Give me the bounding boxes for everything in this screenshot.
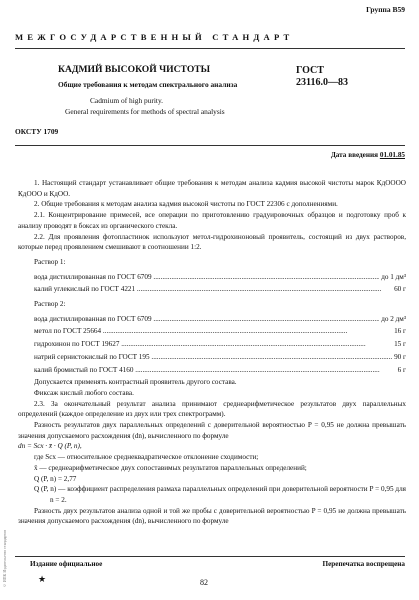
paragraph-1: 1. Настоящий стандарт устанавливает общие требования к методам анализа кадмия высокой чистоты марок КдОООО КдООО и КдОО. bbox=[18, 179, 406, 198]
paragraph-last: Разность двух результатов анализа одной и той же пробы с доверительной вероятностью P = 0,95 не должна превышать значения допускаемого расхождения (dn), вычисленного по формуле bbox=[18, 506, 406, 526]
reagent-row bbox=[18, 272, 406, 283]
paragraph-contrast: Допускается применять контрастный проявитель другого состава. bbox=[34, 378, 237, 387]
reagent-row bbox=[18, 352, 406, 363]
reagent-name: вода дистиллированная по ГОСТ 6709 ..... bbox=[34, 314, 379, 325]
paragraph-2-3: 2.3. За окончательный результат анализа принимают среднеарифметическое результатов двух параллельных определений (каждое определение из двух или трех спектрограмм). bbox=[18, 399, 406, 419]
effective-date bbox=[331, 151, 405, 159]
english-subtitle: General requirements for methods of spectral analysis bbox=[65, 107, 225, 116]
paragraph-fixer: Фиксаж кислый любого состава. bbox=[34, 388, 134, 397]
top-rule bbox=[15, 48, 405, 49]
effective-date-value: 01.01.85 bbox=[379, 151, 405, 159]
reagent-name: калий углекислый по ГОСТ 4221 ..... bbox=[34, 284, 392, 295]
reagent-qty: до 1 дм³ bbox=[381, 272, 406, 281]
oksty-code: ОКСТУ 1709 bbox=[15, 127, 59, 136]
side-imprint: © ИПК Издательство стандартов bbox=[2, 530, 7, 589]
reagent-row bbox=[18, 365, 406, 376]
where-line: Q (P, n) = 2,77 bbox=[34, 474, 77, 483]
reagent-name: гидрохинон по ГОСТ 19627 ..... bbox=[34, 339, 392, 350]
reagent-name: метол по ГОСТ 25664 ..... bbox=[34, 326, 392, 337]
where-line: Q (P, n) — коэффициент распределения размаха параллельных определений при доверительной вероятности P = 0,95 для n = 2. bbox=[34, 485, 406, 504]
paragraph-2-2: 2.2. Для проявления фотопластинок используют метол-гидрохиноновый проявитель, состоящий из двух растворов, которые перед проявлением смешивают в соотношении 1:2. bbox=[18, 232, 406, 252]
where-line: где Sсх — относительное среднеквадратическое отклонение сходимости; bbox=[34, 453, 259, 462]
reagent-row bbox=[18, 314, 406, 325]
solution-1-heading: Раствор 1: bbox=[34, 257, 66, 266]
reagent-qty: 90 г bbox=[394, 352, 406, 361]
reagent-qty: до 2 дм³ bbox=[381, 314, 406, 323]
reagent-row bbox=[18, 284, 406, 295]
bottom-rule bbox=[15, 556, 405, 557]
reagent-name: вода дистиллированная по ГОСТ 6709 ..... bbox=[34, 272, 379, 283]
document-subtitle: Общие требования к методам спектрального анализа bbox=[58, 80, 238, 89]
reagent-name: калий бромистый по ГОСТ 4160 ..... bbox=[34, 365, 396, 376]
paragraph-2-3-b: Разность результатов двух параллельных определений с доверительной вероятностью P = 0,95 не должна превышать значения допускаемого расхождения (dn), вычисленного по формуле bbox=[18, 421, 406, 440]
reagent-row bbox=[18, 326, 406, 337]
document-body bbox=[18, 178, 406, 527]
star-icon: ★ bbox=[38, 574, 47, 584]
formula: dn = Sсх · x̄ · Q (P, n), bbox=[18, 442, 82, 451]
reprint-notice: Перепечатка воспрещена bbox=[322, 560, 405, 568]
paragraph-2-1: 2.1. Концентрирование примесей, все операции по приготовлению градуировочных образцов и подготовку проб к анализу проводят в боксах из органического стекла. bbox=[18, 211, 406, 230]
reagent-qty: 60 г bbox=[394, 285, 406, 294]
gost-number bbox=[296, 65, 348, 89]
group-code: Группа В59 bbox=[366, 5, 405, 14]
reagent-row bbox=[18, 339, 406, 350]
gost-code: 23116.0—83 bbox=[296, 77, 348, 88]
english-title: Cadmium of high purity. bbox=[90, 96, 164, 105]
document-title: КАДМИЙ ВЫСОКОЙ ЧИСТОТЫ bbox=[58, 64, 211, 75]
reagent-qty: 6 г bbox=[397, 365, 406, 374]
effective-date-label: Дата введения bbox=[330, 151, 380, 159]
reagent-name: натрий сернистокислый по ГОСТ 195 ..... bbox=[34, 352, 392, 363]
where-line: x̄ — среднеарифметическое двух сопоставимых результатов параллельных определений; bbox=[34, 463, 307, 472]
page-number: 82 bbox=[200, 578, 208, 587]
middle-rule bbox=[15, 145, 405, 146]
solution-2-heading: Раствор 2: bbox=[34, 300, 66, 309]
reagent-qty: 15 г bbox=[394, 340, 406, 349]
official-edition: Издание официальное bbox=[30, 560, 103, 568]
standard-banner: МЕЖГОСУДАРСТВЕННЫЙ СТАНДАРТ bbox=[15, 32, 294, 42]
paragraph-2: 2. Общие требования к методам анализа кадмия высокой чистоты по ГОСТ 22306 с дополнениями. bbox=[34, 200, 338, 209]
gost-label: ГОСТ bbox=[296, 65, 324, 76]
reagent-qty: 16 г bbox=[394, 327, 406, 336]
